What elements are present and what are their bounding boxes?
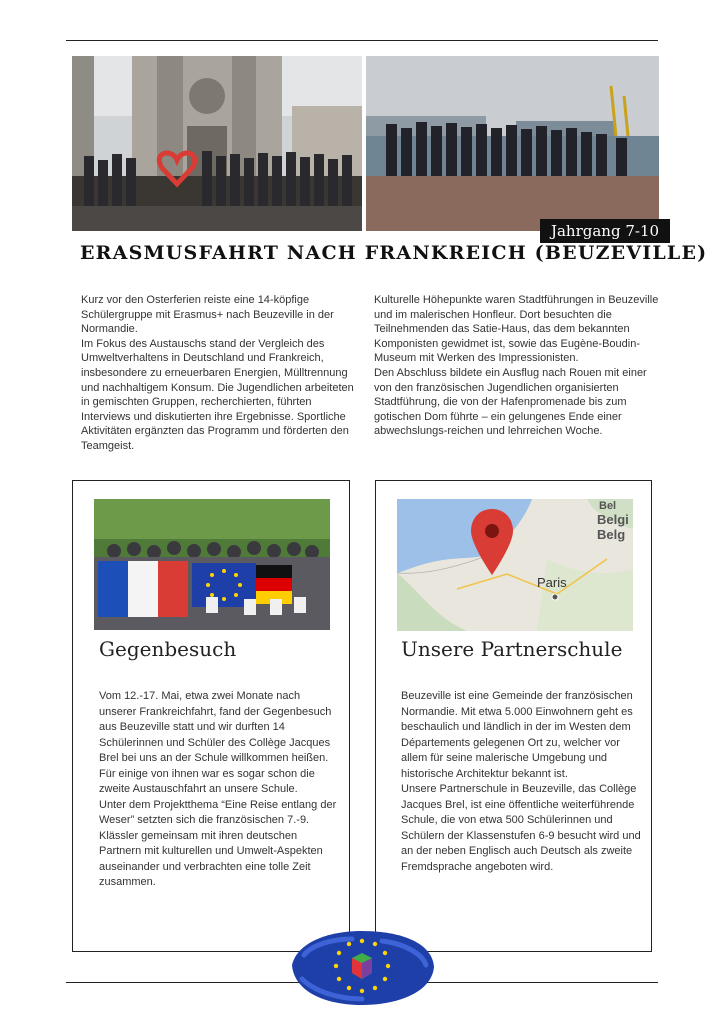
- card-text-partnerschule: [401, 689, 641, 875]
- page-title: ERASMUSFAHRT NACH FRANKREICH (BEUZEVILLE): [80, 242, 708, 264]
- article-column-right: [374, 293, 664, 439]
- erasmus-logo-icon: [282, 925, 442, 1009]
- map-image: [397, 499, 633, 631]
- map-label-belgium: Belgi: [597, 512, 629, 527]
- photo-rouen-cathedral: [72, 56, 362, 231]
- map-label-paris: Paris: [537, 575, 567, 590]
- photo-group-with-flags: [94, 499, 330, 630]
- article-paragraph: Kulturelle Höhepunkte waren Stadtführungen in Beuzeville und im malerischen Honfleur. Dort besuchten die Teilnehmenden das Satie-Haus, das dem bekannten Komponisten gewidmet ist, sowie das Eugène-Boudin-Museum mit Werken des Impressionisten.: [374, 294, 659, 365]
- card-paragraph: Vom 12.-17. Mai, etwa zwei Monate nach unserer Frankreichfahrt, fand der Gegenbesuch aus Beuzeville statt und wir durften 14 Schülerinnen und Schüler des Collège Jacques Brel bei uns an der Schule willkommen heißen. Für einige von ihnen war es sogar schon die zweite Austauschfahrt an unsere Schule.: [99, 690, 332, 795]
- card-paragraph: Unter dem Projektthema “Eine Reise entlang der Weser” setzten sich die französischen 7.-9. Klässler gemeinsam mit ihren deutschen Partnern mit kulturellen und Umwelt-Aspekten auseinander und verbrachten eine tolle Zeit zusammen.: [99, 798, 337, 888]
- top-divider: [66, 40, 658, 41]
- card-title-gegenbesuch: Gegenbesuch: [99, 637, 237, 661]
- article-paragraph: Im Fokus des Austauschs stand der Vergleich des Umweltverhaltens in Deutschland und Frankreich, insbesondere zu erneuerbaren Energien, Mülltrennung und nachhaltigem Konsum. Die Jugendlichen arbeiteten in gemischten Gruppen, recherchierten, führten Interviews und diskutierten ihre Ergebnisse. Sportliche Aktivitäten ergänzten das Programm und förderten den Teamgeist.: [81, 337, 354, 452]
- photo-harbour-group: [366, 56, 659, 231]
- card-title-partnerschule: Unsere Partnerschule: [401, 637, 623, 661]
- map-label-belgium: Bel: [599, 500, 617, 512]
- card-text-gegenbesuch: [99, 689, 339, 891]
- card-paragraph: Beuzeville ist eine Gemeinde der französischen Normandie. Mit etwa 5.000 Einwohnern geht es beschaulich und ländlich in der im Westen dem Départements gelegenen Ort zu, welcher vor allem für seine malerische Umgebung und historische Architektur bekannt ist.: [401, 690, 633, 780]
- map-label-belgium: Belg: [597, 527, 626, 542]
- grade-badge: Jahrgang 7-10: [540, 219, 670, 243]
- article-column-left: [81, 293, 361, 454]
- card-paragraph: Unsere Partnerschule in Beuzeville, das Collège Jacques Brel, ist eine öffentliche weiterführende Schule, die von etwa 500 Schülerinnen und Schülern der Klassenstufen 6-9 besucht wird und an der neben Englisch auch Deutsch als zweite Fremdsprache angeboten wird.: [401, 783, 641, 873]
- article-paragraph: Den Abschluss bildete ein Ausflug nach Rouen mit einer von den französischen Jugendlichen organisierten Stadtführung, die von der Hafenpromenade bis zum gotischen Dom führte – ein gelungenes Ende einer abwechslungs-reichen und lehrreichen Woche.: [374, 366, 647, 438]
- article-paragraph: Kurz vor den Osterferien reiste eine 14-köpfige Schülergruppe mit Erasmus+ nach Beuzeville in der Normandie.: [81, 294, 334, 336]
